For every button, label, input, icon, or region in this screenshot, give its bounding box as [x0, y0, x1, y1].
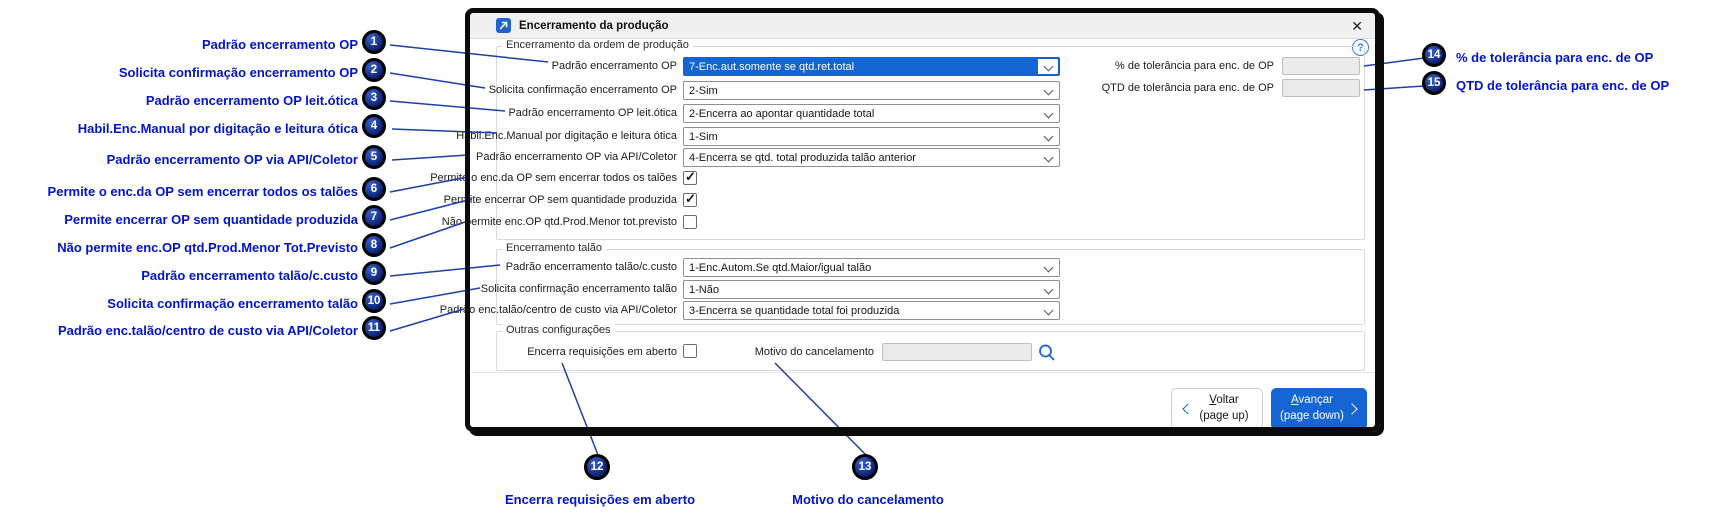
field-label-padrao-encerramento-op: Padrão encerramento OP [551, 60, 677, 72]
group-label: Encerramento da ordem de produção [502, 39, 693, 51]
voltar-button[interactable] [1171, 388, 1263, 430]
callout-badge-6: 6 [362, 177, 386, 201]
magnifier-icon[interactable] [1037, 343, 1057, 368]
select-padrao-op-leit-otica[interactable] [683, 104, 1060, 123]
select-habil-enc-manual[interactable] [683, 127, 1060, 146]
select-padrao-talao-api-coletor[interactable] [683, 301, 1060, 320]
checkbox-nao-permite-enc-menor-previsto[interactable] [683, 215, 697, 229]
select-solicita-confirmacao-op[interactable] [683, 81, 1060, 100]
callout-badge-9: 9 [362, 261, 386, 285]
callout-label-5: Padrão encerramento OP via API/Coletor [106, 152, 358, 167]
dialog-titlebar [470, 13, 1375, 39]
help-icon[interactable]: ? [1352, 39, 1369, 56]
app-icon [496, 18, 511, 33]
chevron-down-icon [1044, 132, 1054, 142]
checkmark-icon: ✓ [685, 169, 696, 184]
callout-label-3: Padrão encerramento OP leit.ótica [145, 93, 358, 108]
callout-label-6: Permite o enc.da OP sem encerrar todos os talões [47, 184, 358, 199]
callout-label-14: % de tolerância para enc. de OP [1456, 50, 1654, 65]
field-label-permite-enc-sem-encerrar-taloes: Permite o enc.da OP sem encerrar todos os talões [430, 172, 677, 184]
callout-label-11: Padrão enc.talão/centro de custo via API/Coletor [57, 323, 358, 338]
chevron-down-icon [1044, 285, 1054, 295]
dialog-title: Encerramento da produção [519, 19, 669, 32]
group-label: Encerramento talão [502, 242, 606, 254]
selected-value: 4-Encerra se qtd. total produzida talão anterior [689, 151, 916, 164]
callout-badge-15: 15 [1422, 71, 1446, 95]
dialog-encerramento-producao [430, 13, 1375, 427]
selected-value: 2-Sim [689, 84, 718, 97]
selected-value: 1-Sim [689, 130, 718, 143]
close-icon[interactable]: ✕ [1351, 18, 1363, 34]
callout-label-7: Permite encerrar OP sem quantidade produzida [64, 212, 358, 227]
field-label-motivo-cancelamento: Motivo do cancelamento [754, 346, 874, 358]
selected-value: 2-Encerra ao apontar quantidade total [689, 107, 875, 120]
chevron-down-icon [1044, 109, 1054, 119]
callout-badge-5: 5 [362, 145, 386, 169]
select-solicita-confirmacao-talao[interactable] [683, 280, 1060, 299]
checkbox-permite-encerrar-sem-qtd[interactable] [683, 193, 697, 207]
callout-badge-2: 2 [362, 58, 386, 82]
field-label-padrao-talao-api-coletor: Padrão enc.talão/centro de custo via API/Coletor [439, 304, 677, 316]
input-pct-tolerancia[interactable] [1282, 57, 1360, 75]
callout-badge-4: 4 [362, 114, 386, 138]
selected-value: 1-Enc.Autom.Se qtd.Maior/igual talão [689, 261, 872, 274]
footer-separator [470, 372, 1375, 373]
checkmark-icon: ✓ [685, 191, 696, 206]
callout-badge-1: 1 [362, 30, 386, 54]
field-label-solicita-confirmacao-op: Solicita confirmação encerramento OP [488, 84, 677, 96]
field-label-permite-encerrar-sem-qtd: Permite encerrar OP sem quantidade produzida [443, 194, 677, 206]
callout-label-2: Solicita confirmação encerramento OP [118, 65, 358, 80]
chevron-down-icon [1044, 263, 1054, 273]
group-label: Outras configurações [502, 324, 615, 336]
callout-label-12: Encerra requisições em aberto [504, 492, 696, 507]
select-padrao-talao-ccusto[interactable] [683, 258, 1060, 277]
callout-badge-11: 11 [362, 316, 386, 340]
field-label-padrao-op-leit-otica: Padrão encerramento OP leit.ótica [508, 107, 677, 119]
chevron-down-icon [1044, 153, 1054, 163]
callout-badge-8: 8 [362, 233, 386, 257]
field-label-solicita-confirmacao-talao: Solicita confirmação encerramento talão [480, 283, 677, 295]
field-label-habil-enc-manual: Habil.Enc.Manual por digitação e leitura ótica [456, 130, 677, 142]
callout-label-8: Não permite enc.OP qtd.Prod.Menor Tot.Previsto [57, 240, 358, 255]
select-padrao-encerramento-op[interactable] [683, 57, 1060, 76]
chevron-right-icon [1346, 403, 1357, 414]
field-label-qtd-tolerancia: QTD de tolerância para enc. de OP [1101, 82, 1274, 94]
chevron-down-icon [1044, 86, 1054, 96]
chevron-down-icon [1044, 306, 1054, 316]
select-padrao-op-api-coletor[interactable] [683, 148, 1060, 167]
field-label-padrao-talao-ccusto: Padrão encerramento talão/c.custo [505, 261, 677, 273]
selected-value: 3-Encerra se quantidade total foi produzida [689, 304, 900, 317]
avancar-button[interactable] [1271, 388, 1367, 430]
callout-badge-12: 12 [584, 454, 610, 480]
checkbox-encerra-requisicoes[interactable] [683, 344, 697, 358]
field-label-nao-permite-enc-menor-previsto: Não permite enc.OP qtd.Prod.Menor tot.previsto [441, 216, 677, 228]
callout-label-9: Padrão encerramento talão/c.custo [141, 268, 358, 283]
selected-value: 7-Enc.aut.somente se qtd.ret.total [689, 60, 855, 73]
checkbox-permite-enc-sem-encerrar-taloes[interactable] [683, 171, 697, 185]
callout-badge-14: 14 [1422, 43, 1446, 67]
voltar-button-label: Voltar (page up) [1199, 394, 1249, 422]
callout-label-13: Motivo do cancelamento [792, 492, 944, 507]
avancar-button-label: Avançar (page down) [1280, 394, 1344, 422]
callout-label-10: Solicita confirmação encerramento talão [107, 296, 358, 311]
chevron-left-icon [1182, 403, 1193, 414]
callout-label-15: QTD de tolerância para enc. de OP [1456, 78, 1670, 93]
callout-badge-13: 13 [852, 454, 878, 480]
field-label-padrao-op-api-coletor: Padrão encerramento OP via API/Coletor [476, 151, 677, 163]
field-label-pct-tolerancia: % de tolerância para enc. de OP [1115, 60, 1274, 72]
input-motivo-cancelamento[interactable] [882, 343, 1032, 361]
field-label-encerra-requisicoes: Encerra requisições em aberto [527, 346, 677, 358]
callout-badge-7: 7 [362, 205, 386, 229]
callout-badge-10: 10 [362, 289, 386, 313]
callout-label-4: Habil.Enc.Manual por digitação e leitura ótica [77, 121, 358, 136]
input-qtd-tolerancia[interactable] [1282, 79, 1360, 97]
callout-badge-3: 3 [362, 86, 386, 110]
callout-label-1: Padrão encerramento OP [201, 37, 358, 52]
selected-value: 1-Não [689, 283, 719, 296]
